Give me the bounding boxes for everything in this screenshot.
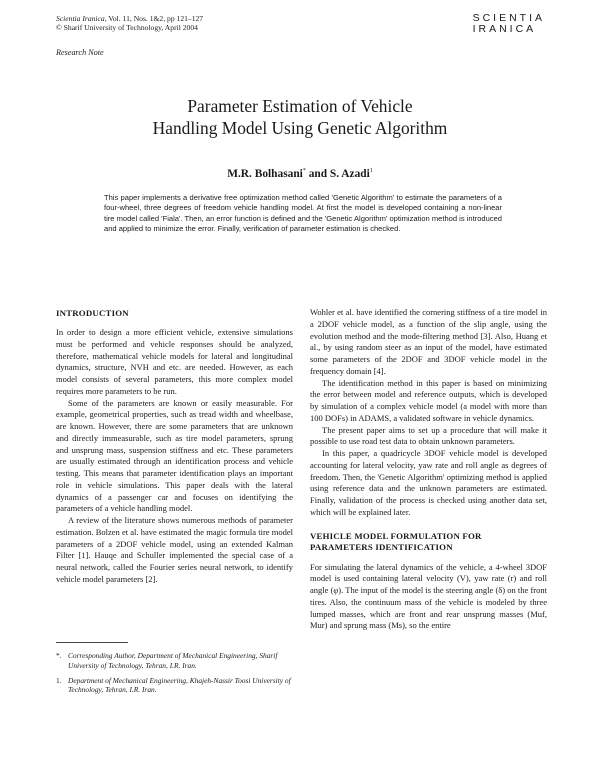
title-line-1: Parameter Estimation of Vehicle [187, 96, 413, 116]
footnote-1-text: Corresponding Author, Department of Mechanical Engineering, Sharif University of Technology, Tehran, I.R. Iran. [68, 651, 278, 670]
author-separator: and [305, 168, 330, 180]
author-2-mark: 1 [369, 168, 373, 175]
model-formulation-heading [310, 531, 547, 553]
footnote-rule [56, 642, 128, 643]
model-paragraph-1: For simulating the lateral dynamics of the vehicle, a 4-wheel 3DOF model is used containing lateral velocity (V), yaw rate (r) and roll angle (φ). The input of the model is the steering angle (δ) on the front tires. Also, the continuum mass of the vehicle is modeled by three lumped masses, which are front and rear unsprung masses (Muf, Mur) and sprung mass (Ms), so the entire [310, 561, 547, 631]
brand-line-1: SCIENTIA [472, 12, 545, 24]
section-label: Research Note [56, 48, 104, 57]
footnote-2-mark: 1. [56, 675, 62, 685]
author-2: S. Azadi [329, 168, 370, 180]
intro-paragraph-1: In order to design a more efficient vehicle, extensive simulations must be performed and vehicle responses should be analyzed, therefore, mathematical vehicle models for lateral and longitudinal dynamics, structure, NVH and etc. are needed. However, as each model consists of several parameters, this more complex model requires more parameters to be run. [56, 327, 293, 396]
journal-brand [473, 13, 545, 35]
footnote-2 [56, 676, 293, 696]
model-heading-line-1: VEHICLE MODEL FORMULATION FOR [310, 530, 482, 541]
author-1-mark: * [302, 168, 306, 175]
right-paragraph-3: The present paper aims to set up a procedure that will make it possible to use road test data to obtain unknown parameters. [310, 424, 547, 447]
right-column [310, 307, 547, 632]
paper-title [0, 95, 600, 139]
brand-line-2: IRANICA [472, 23, 537, 35]
right-paragraph-4: In this paper, a quadricycle 3DOF vehicle model is developed accounting for lateral velocity, yaw rate and roll angle as degrees of freedom. Then, the 'Genetic Algorithm' optimizing method is applied using reference data and the unknown parameters are estimated. Finally, validation of the process is checked using another data set, which will be explained later. [310, 448, 547, 517]
author-1: M.R. Bolhasani [227, 168, 303, 180]
right-paragraph-1: Wohler et al. have identified the cornering stiffness of a tire model in a 2DOF vehicle model, as a function of the slip angle, using the evolution method and the mode-filtering method [3]. Also, Huang et al., by using random steer as an input of the model, have estimated some parameters of the 2DOF and 3DOF vehicle model in the frequency domain [4]. [310, 307, 547, 376]
copyright-line: © Sharif University of Technology, April 2004 [56, 23, 198, 33]
introduction-heading: INTRODUCTION [56, 308, 129, 318]
intro-paragraph-2: Some of the parameters are known or easily measurable. For example, geometrical properties, such as tread width and wheelbase, are known. However, there are some parameters that are unknown and directly immeasurable, such as tire model parameters, sprung and unsprung mass, suspension stiffness and etc. These parameters are usually estimated through an identification process and vehicle testing. This means that parameter identification plays an important role in vehicle simulations. This paper deals with the lateral dynamics of a passenger car and focuses on identifying the parameters of a vehicle handling model. [56, 397, 293, 514]
footnote-1-mark: *. [56, 651, 62, 660]
left-column [56, 307, 293, 586]
footnotes [56, 651, 293, 700]
journal-reference: , Vol. 11, Nos. 1&2, pp 121–127 [104, 14, 204, 23]
title-line-2: Handling Model Using Genetic Algorithm [152, 118, 448, 138]
journal-header [56, 14, 203, 33]
right-paragraph-2: The identification method in this paper is based on minimizing the error between model and reference outputs, which is developed by simulation of a complex vehicle model (a model with more than 100 DOFs) in ADAMS, a validated software in vehicle dynamics. [310, 377, 547, 423]
footnote-1 [56, 651, 293, 671]
abstract: This paper implements a derivative free optimization method called 'Genetic Algorithm' to estimate the parameters of a four-wheel, three degrees of freedom vehicle handling model. At first the model is developed containing a non-linear tire model called 'Fiala'. Then, an error function is defined and the 'Genetic Algorithm' optimization method is introduced and applied to minimize the error. Finally, verification of parameter estimation is checked. [104, 193, 502, 234]
journal-name: Scientia Iranica [56, 14, 105, 23]
intro-paragraph-3: A review of the literature shows numerous methods of parameter estimation. Bolzen et al. have estimated the magic formula tire model parameters of a 2DOF vehicle model, using an extended Kalman Filter [1]. Hauqe and Schuller implemented the special case of a neural network, called the Fourier series neural network, to identify vehicle model parameters [2]. [56, 515, 293, 584]
model-heading-line-2: PARAMETERS IDENTIFICATION [310, 541, 453, 552]
author-list [0, 168, 600, 180]
footnote-2-text: Department of Mechanical Engineering, Khajeh-Nassir Toosi University of Technology, Tehran, I.R. Iran. [68, 675, 291, 695]
